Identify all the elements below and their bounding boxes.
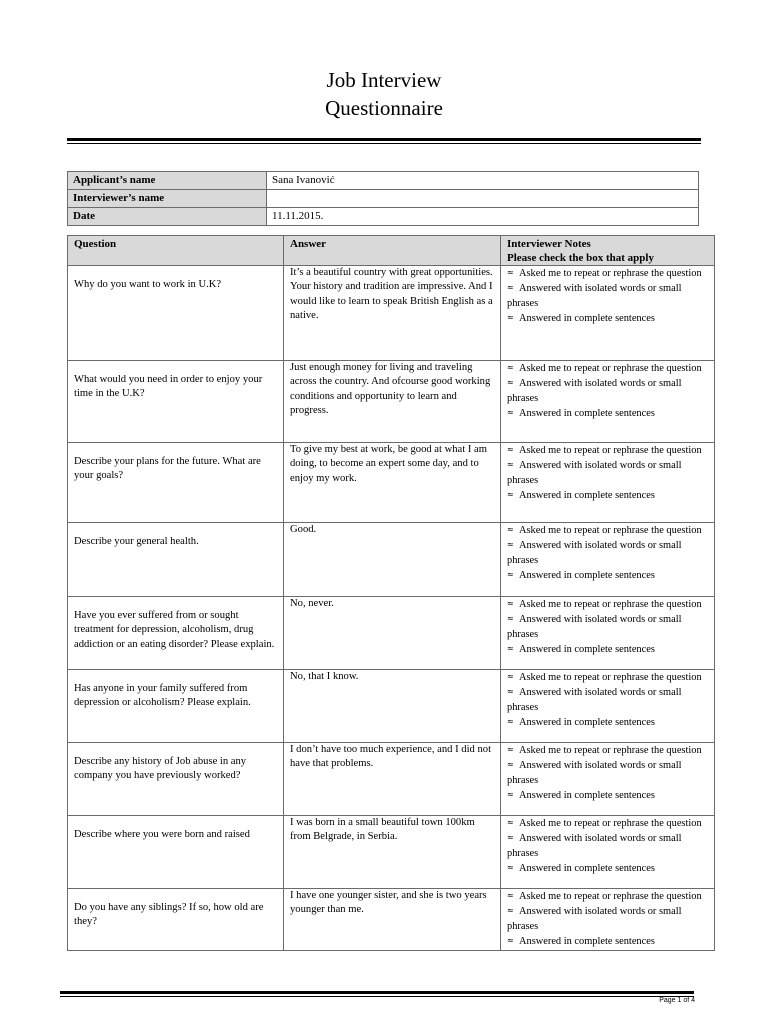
note-option [507, 597, 708, 612]
note-option-label: Answered in complete sentences [519, 717, 655, 729]
note-option-label: Answered with isolated words or small phrases [507, 614, 682, 640]
info-value: Sana Ivanović [267, 172, 699, 190]
checkbox-icon[interactable]: ≈ [507, 313, 514, 323]
checkbox-icon[interactable]: ≈ [507, 833, 514, 843]
answer-cell: I was born in a small beautiful town 100km from Belgrade, in Serbia. [284, 816, 501, 889]
note-option-label: Asked me to repeat or rephrase the question [519, 599, 702, 610]
table-row [68, 889, 715, 951]
note-option-label: Asked me to repeat or rephrase the question [519, 818, 702, 829]
checkbox-icon[interactable]: ≈ [507, 460, 514, 470]
note-option [507, 642, 708, 657]
table-row [68, 743, 715, 816]
header-answer: Answer [284, 236, 501, 266]
table-row [68, 523, 715, 597]
note-option-label: Answered in complete sentences [519, 490, 655, 502]
table-row [68, 816, 715, 889]
checkbox-icon[interactable]: ≈ [507, 863, 514, 873]
note-option [507, 788, 708, 803]
answer-cell: No, never. [284, 597, 501, 670]
answer-cell: I don’t have too much experience, and I did not have that problems. [284, 743, 501, 816]
note-option [507, 934, 708, 949]
notes-cell [501, 266, 715, 361]
checkbox-icon[interactable]: ≈ [507, 717, 514, 727]
note-option-label: Answered in complete sentences [519, 313, 655, 325]
table-row [68, 361, 715, 443]
note-option-label: Answered with isolated words or small phrases [507, 283, 682, 309]
table-row [68, 443, 715, 523]
note-option [507, 861, 708, 876]
notes-cell [501, 743, 715, 816]
checkbox-icon[interactable]: ≈ [507, 760, 514, 770]
note-option [507, 406, 708, 421]
header-notes-line1: Interviewer Notes [507, 238, 591, 250]
note-option [507, 904, 708, 934]
checkbox-icon[interactable]: ≈ [507, 268, 514, 277]
notes-cell [501, 443, 715, 523]
checkbox-icon[interactable]: ≈ [507, 445, 514, 454]
notes-cell [501, 597, 715, 670]
note-option-label: Asked me to repeat or rephrase the question [519, 891, 702, 902]
note-option-label: Answered with isolated words or small phrases [507, 460, 682, 486]
info-value [267, 190, 699, 208]
note-option-label: Asked me to repeat or rephrase the question [519, 445, 702, 456]
header-notes-line2: Please check the box that apply [507, 252, 654, 264]
note-option-label: Answered in complete sentences [519, 570, 655, 582]
answer-cell: To give my best at work, be good at what I am doing, to become an expert some day, and to enjoy my work. [284, 443, 501, 523]
checkbox-icon[interactable]: ≈ [507, 790, 514, 800]
note-option-label: Asked me to repeat or rephrase the question [519, 363, 702, 374]
question-cell: Describe your plans for the future. What are your goals? [68, 443, 284, 523]
note-option [507, 311, 708, 326]
table-header-row [68, 236, 715, 266]
note-option-label: Asked me to repeat or rephrase the question [519, 525, 702, 536]
table-row [68, 266, 715, 361]
checkbox-icon[interactable]: ≈ [507, 891, 514, 900]
answer-cell: I have one younger sister, and she is two years younger than me. [284, 889, 501, 951]
note-option-label: Answered in complete sentences [519, 863, 655, 875]
title-line-2: Questionnaire [325, 96, 443, 120]
notes-cell [501, 889, 715, 951]
note-option [507, 670, 708, 685]
notes-cell [501, 523, 715, 597]
checkbox-icon[interactable]: ≈ [507, 490, 514, 500]
question-cell: Do you have any siblings? If so, how old are they? [68, 889, 284, 951]
note-option-label: Answered with isolated words or small phrases [507, 833, 682, 859]
note-option [507, 266, 708, 281]
note-option-label: Answered in complete sentences [519, 408, 655, 420]
checkbox-icon[interactable]: ≈ [507, 540, 514, 550]
note-option [507, 488, 708, 503]
note-option-label: Answered with isolated words or small phrases [507, 687, 682, 713]
checkbox-icon[interactable]: ≈ [507, 283, 514, 293]
checkbox-icon[interactable]: ≈ [507, 614, 514, 624]
note-option-label: Answered in complete sentences [519, 644, 655, 656]
info-label: Date [68, 208, 267, 226]
note-option [507, 523, 708, 538]
note-option [507, 685, 708, 715]
info-row-date [68, 208, 699, 226]
answer-cell: Just enough money for living and traveling across the country. And ofcourse good working conditions and opportunity to learn and progress. [284, 361, 501, 443]
top-divider [67, 138, 701, 144]
table-row [68, 597, 715, 670]
question-cell: Describe where you were born and raised [68, 816, 284, 889]
checkbox-icon[interactable]: ≈ [507, 936, 514, 946]
note-option-label: Asked me to repeat or rephrase the question [519, 268, 702, 279]
checkbox-icon[interactable]: ≈ [507, 570, 514, 580]
checkbox-icon[interactable]: ≈ [507, 363, 514, 372]
answer-cell: Good. [284, 523, 501, 597]
notes-cell [501, 816, 715, 889]
note-option [507, 538, 708, 568]
note-option-label: Answered with isolated words or small phrases [507, 906, 682, 932]
checkbox-icon[interactable]: ≈ [507, 525, 514, 534]
note-option-label: Asked me to repeat or rephrase the question [519, 745, 702, 756]
checkbox-icon[interactable]: ≈ [507, 687, 514, 697]
question-cell: Describe any history of Job abuse in any company you have previously worked? [68, 743, 284, 816]
info-value: 11.11.2015. [267, 208, 699, 226]
info-label: Interviewer’s name [68, 190, 267, 208]
notes-cell [501, 361, 715, 443]
question-cell: What would you need in order to enjoy your time in the U.K? [68, 361, 284, 443]
info-row-interviewer [68, 190, 699, 208]
note-option-label: Answered in complete sentences [519, 936, 655, 948]
document-title [0, 66, 768, 122]
checkbox-icon[interactable]: ≈ [507, 745, 514, 754]
bottom-divider [60, 991, 694, 997]
checkbox-icon[interactable]: ≈ [507, 906, 514, 916]
note-option [507, 831, 708, 861]
note-option-label: Answered with isolated words or small phrases [507, 760, 682, 786]
checkbox-icon[interactable]: ≈ [507, 599, 514, 608]
note-option [507, 758, 708, 788]
answer-cell: It’s a beautiful country with great opportunities. Your history and tradition are impressive. And I would like to learn to speak British English as a native. [284, 266, 501, 361]
question-cell: Have you ever suffered from or sought treatment for depression, alcoholism, drug addiction or an eating disorder? Please explain. [68, 597, 284, 670]
page-number: Page 1 of 4 [659, 997, 695, 1004]
note-option [507, 458, 708, 488]
note-option [507, 361, 708, 376]
applicant-info-table [67, 171, 699, 226]
note-option [507, 376, 708, 406]
questionnaire-table [67, 235, 715, 951]
checkbox-icon[interactable]: ≈ [507, 818, 514, 827]
checkbox-icon[interactable]: ≈ [507, 644, 514, 654]
checkbox-icon[interactable]: ≈ [507, 408, 514, 418]
note-option [507, 889, 708, 904]
title-line-1: Job Interview [326, 68, 442, 92]
note-option [507, 443, 708, 458]
checkbox-icon[interactable]: ≈ [507, 378, 514, 388]
note-option [507, 568, 708, 583]
note-option-label: Answered with isolated words or small phrases [507, 378, 682, 404]
note-option-label: Asked me to repeat or rephrase the question [519, 672, 702, 683]
notes-cell [501, 670, 715, 743]
note-option [507, 715, 708, 730]
header-notes [501, 236, 715, 266]
question-cell: Why do you want to work in U.K? [68, 266, 284, 361]
note-option [507, 816, 708, 831]
info-label: Applicant’s name [68, 172, 267, 190]
table-row [68, 670, 715, 743]
header-question: Question [68, 236, 284, 266]
question-cell: Has anyone in your family suffered from depression or alcoholism? Please explain. [68, 670, 284, 743]
note-option [507, 743, 708, 758]
info-row-applicant [68, 172, 699, 190]
answer-cell: No, that I know. [284, 670, 501, 743]
note-option-label: Answered with isolated words or small phrases [507, 540, 682, 566]
note-option-label: Answered in complete sentences [519, 790, 655, 802]
question-cell: Describe your general health. [68, 523, 284, 597]
note-option [507, 281, 708, 311]
note-option [507, 612, 708, 642]
checkbox-icon[interactable]: ≈ [507, 672, 514, 681]
